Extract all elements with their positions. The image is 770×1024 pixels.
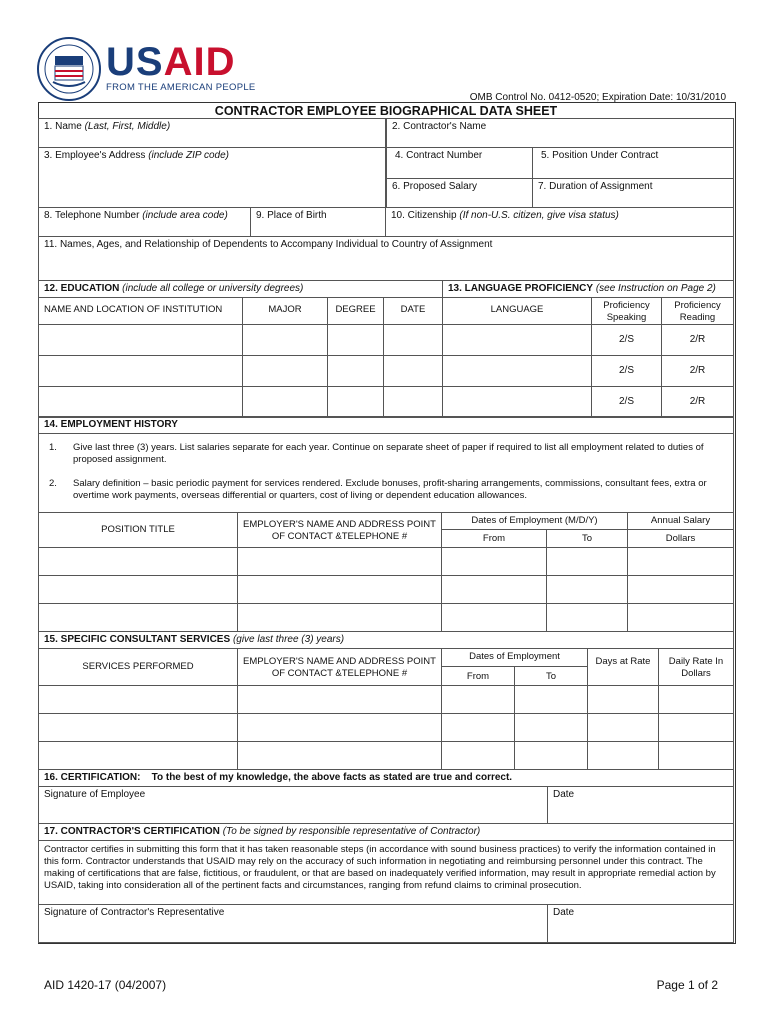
certification-section-title: 16. CERTIFICATION: To the best of my knowledge, the above facts as stated are true and correct. xyxy=(38,769,734,787)
col-consult-from: From xyxy=(441,666,515,686)
employment-salary-cell[interactable] xyxy=(627,575,734,604)
col-language: LANGUAGE xyxy=(442,297,592,325)
language-speaking-cell[interactable]: 2/S xyxy=(591,355,662,387)
omb-control-text: OMB Control No. 0412-0520; Expiration Date: 10/31/2010 xyxy=(469,92,726,103)
col-services: SERVICES PERFORMED xyxy=(38,648,238,686)
employment-salary-cell[interactable] xyxy=(627,547,734,576)
consultant-employer-cell[interactable] xyxy=(237,713,442,742)
language-reading-cell[interactable]: 2/R xyxy=(661,355,734,387)
col-degree: DEGREE xyxy=(327,297,384,325)
employment-position-cell[interactable] xyxy=(38,603,238,632)
language-reading-cell[interactable]: 2/R xyxy=(661,386,734,418)
consultant-from-cell[interactable] xyxy=(441,713,515,742)
contract-number-field[interactable]: 4. Contract Number xyxy=(386,147,533,179)
dependents-field[interactable]: 11. Names, Ages, and Relationship of Dependents to Accompany Individual to Country of Assignment xyxy=(38,236,734,281)
col-dates-employment: Dates of Employment (M/D/Y) xyxy=(441,512,628,530)
contractor-date-field[interactable]: Date xyxy=(547,904,734,943)
col-major: MAJOR xyxy=(242,297,328,325)
col-reading: Proficiency Reading xyxy=(661,297,734,325)
employment-employer-cell[interactable] xyxy=(237,603,442,632)
consultant-employer-cell[interactable] xyxy=(237,685,442,714)
usaid-logo: USAID xyxy=(106,40,236,84)
education-section-title: 12. EDUCATION (include all college or university degrees) xyxy=(38,280,443,298)
col-position-title: POSITION TITLE xyxy=(38,512,238,548)
consultant-days-cell[interactable] xyxy=(587,685,659,714)
employment-position-cell[interactable] xyxy=(38,575,238,604)
consultant-from-cell[interactable] xyxy=(441,741,515,770)
consultant-services-cell[interactable] xyxy=(38,685,238,714)
usaid-seal-icon xyxy=(36,36,102,102)
language-speaking-cell[interactable]: 2/S xyxy=(591,386,662,418)
language-speaking-cell[interactable]: 2/S xyxy=(591,324,662,356)
page-number: Page 1 of 2 xyxy=(656,978,718,992)
employment-instructions: 1. Give last three (3) years. List salaries separate for each year. Continue on separate sheet of paper if required to list all employment related to duties of proposed assignment. 2. Salary definition – basic periodic payment for services rendered. Exclude bonuses, profit-sharing arrangements, commissions, consultant fees, extra or overtime work payments, overseas differential or quarters, cost of living or dependent education allowances. xyxy=(38,433,734,513)
education-institution-cell[interactable] xyxy=(38,355,243,387)
employment-salary-cell[interactable] xyxy=(627,603,734,632)
col-consult-to: To xyxy=(514,666,588,686)
name-field[interactable]: 1. Name (Last, First, Middle) xyxy=(38,118,386,148)
employment-employer-cell[interactable] xyxy=(237,575,442,604)
instruction-1: Give last three (3) years. List salaries separate for each year. Continue on separate sheet of paper if required to list all employment related to duties of proposed assignment. xyxy=(73,442,704,465)
education-date-cell[interactable] xyxy=(383,386,443,418)
education-major-cell[interactable] xyxy=(242,355,328,387)
contractor-cert-text: Contractor certifies in submitting this form that it has taken reasonable steps (in accordance with sound business practices) to verify the information contained in this form. Contractor understands that USAID may rely on the accuracy of such information in negotiating and reimbursing personnel under this contract. The making of certifications that are false, fictitious, or fraudulent, or that are based on inadequately verified information, may result in appropriate remedial action by USAID, taking into consideration all of the pertinent facts and circumstances, ranging from refund claims to criminal prosecution. xyxy=(38,840,734,905)
consultant-rate-cell[interactable] xyxy=(658,713,734,742)
education-degree-cell[interactable] xyxy=(327,386,384,418)
contractor-name-field[interactable]: 2. Contractor's Name xyxy=(386,118,734,148)
language-reading-cell[interactable]: 2/R xyxy=(661,324,734,356)
col-annual-salary: Annual Salary xyxy=(627,512,734,530)
language-name-cell[interactable] xyxy=(442,386,592,418)
col-consult-employer: EMPLOYER'S NAME AND ADDRESS POINT OF CONTACT &TELEPHONE # xyxy=(237,648,442,686)
education-date-cell[interactable] xyxy=(383,324,443,356)
employment-from-cell[interactable] xyxy=(441,547,547,576)
employment-to-cell[interactable] xyxy=(546,575,628,604)
consultant-days-cell[interactable] xyxy=(587,713,659,742)
employment-position-cell[interactable] xyxy=(38,547,238,576)
employment-from-cell[interactable] xyxy=(441,603,547,632)
consultant-rate-cell[interactable] xyxy=(658,685,734,714)
col-dollars: Dollars xyxy=(627,529,734,548)
consultant-services-cell[interactable] xyxy=(38,713,238,742)
address-field[interactable]: 3. Employee's Address (include ZIP code) xyxy=(38,147,386,208)
col-consult-dates: Dates of Employment xyxy=(441,648,588,667)
instruction-2: Salary definition – basic periodic payment for services rendered. Exclude bonuses, profit-sharing arrangements, commissions, consultant fees, extra or overtime work payments, overseas differential or quarters, cost of living or dependent education allowances. xyxy=(73,478,707,501)
citizenship-field[interactable]: 10. Citizenship (If non-U.S. citizen, give visa status) xyxy=(385,207,734,237)
employment-to-cell[interactable] xyxy=(546,603,628,632)
employee-date-field[interactable]: Date xyxy=(547,786,734,824)
place-of-birth-field[interactable]: 9. Place of Birth xyxy=(250,207,386,237)
col-date: DATE xyxy=(383,297,443,325)
education-degree-cell[interactable] xyxy=(327,324,384,356)
education-degree-cell[interactable] xyxy=(327,355,384,387)
employee-signature-field[interactable]: Signature of Employee xyxy=(38,786,548,824)
consultant-from-cell[interactable] xyxy=(441,685,515,714)
col-institution: NAME AND LOCATION OF INSTITUTION xyxy=(38,297,243,325)
col-from: From xyxy=(441,529,547,548)
contractor-cert-title: 17. CONTRACTOR'S CERTIFICATION (To be signed by responsible representative of Contractor) xyxy=(38,823,734,841)
education-institution-cell[interactable] xyxy=(38,386,243,418)
col-daily-rate: Daily Rate In Dollars xyxy=(658,648,734,686)
contractor-signature-field[interactable]: Signature of Contractor's Representative xyxy=(38,904,548,943)
logo-tagline: FROM THE AMERICAN PEOPLE xyxy=(106,82,256,93)
education-date-cell[interactable] xyxy=(383,355,443,387)
proposed-salary-field[interactable]: 6. Proposed Salary xyxy=(386,178,533,208)
col-to: To xyxy=(546,529,628,548)
form-title: CONTRACTOR EMPLOYEE BIOGRAPHICAL DATA SHEET xyxy=(214,104,558,118)
consultant-to-cell[interactable] xyxy=(514,741,588,770)
col-employer: EMPLOYER'S NAME AND ADDRESS POINT OF CONTACT &TELEPHONE # xyxy=(237,512,442,548)
language-name-cell[interactable] xyxy=(442,324,592,356)
consultant-to-cell[interactable] xyxy=(514,713,588,742)
consultant-to-cell[interactable] xyxy=(514,685,588,714)
employment-from-cell[interactable] xyxy=(441,575,547,604)
education-major-cell[interactable] xyxy=(242,386,328,418)
col-days-at-rate: Days at Rate xyxy=(587,648,659,686)
language-name-cell[interactable] xyxy=(442,355,592,387)
employment-to-cell[interactable] xyxy=(546,547,628,576)
employment-section-title: 14. EMPLOYMENT HISTORY xyxy=(38,416,734,434)
consultant-section-title: 15. SPECIFIC CONSULTANT SERVICES (give last three (3) years) xyxy=(38,631,734,649)
consultant-employer-cell[interactable] xyxy=(237,741,442,770)
education-institution-cell[interactable] xyxy=(38,324,243,356)
consultant-services-cell[interactable] xyxy=(38,741,238,770)
consultant-days-cell[interactable] xyxy=(587,741,659,770)
col-speaking: Proficiency Speaking xyxy=(591,297,662,325)
duration-field[interactable]: 7. Duration of Assignment xyxy=(532,178,734,208)
telephone-field[interactable]: 8. Telephone Number (include area code) xyxy=(38,207,251,237)
consultant-rate-cell[interactable] xyxy=(658,741,734,770)
education-major-cell[interactable] xyxy=(242,324,328,356)
employment-employer-cell[interactable] xyxy=(237,547,442,576)
language-section-title: 13. LANGUAGE PROFICIENCY (see Instruction on Page 2) xyxy=(442,280,734,298)
form-id: AID 1420-17 (04/2007) xyxy=(44,978,167,992)
position-field[interactable]: 5. Position Under Contract xyxy=(532,147,734,179)
